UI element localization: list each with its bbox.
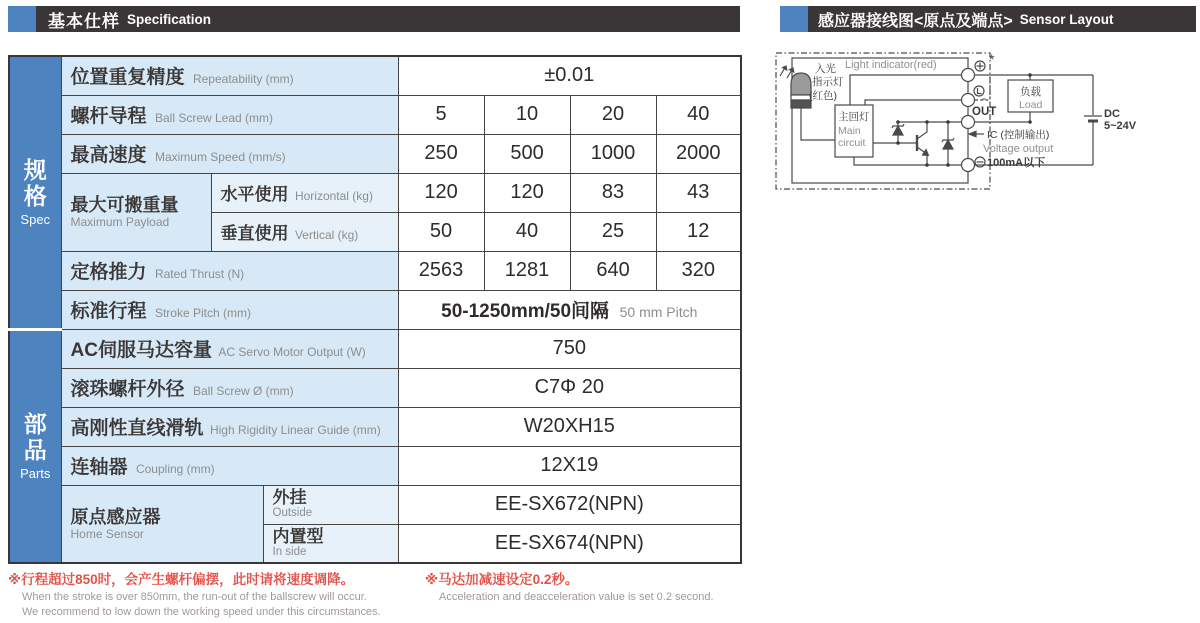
note-stroke-warning (8, 571, 381, 621)
row-label-ball-screw-lead (61, 95, 398, 134)
value-linear-guide: W20XH15 (398, 407, 741, 446)
sidebar-spec-cn: 规格 (23, 157, 47, 209)
label-cn: 内置型 (272, 527, 324, 546)
value-sensor-outside: EE-SX672(NPN) (398, 485, 741, 524)
header-title-cn: 基本仕样 (48, 11, 120, 31)
value-speed-3: 1000 (570, 134, 656, 173)
row-label-max-payload (61, 173, 211, 251)
note-en: When the stroke is over 850mm, the run-out of the ballscrew will occur. (22, 590, 367, 603)
sidebar-parts-cn: 部品 (23, 411, 47, 463)
value-horizontal-2: 120 (484, 173, 570, 212)
sub-label-outside (263, 485, 398, 524)
header-title-en: Sensor Layout (1019, 11, 1114, 27)
header-title-cn: 感应器接线图<原点及端点> (818, 12, 1013, 30)
specification-header-bar (8, 6, 740, 32)
value-sensor-inside: EE-SX674(NPN) (398, 524, 741, 563)
sidebar-spec-en: Spec (20, 211, 51, 227)
label-en: Horizontal (kg) (294, 189, 373, 203)
sub-label-vertical (211, 212, 398, 251)
label-en: Outside (272, 507, 313, 520)
stroke-value-sub: 50 mm Pitch (619, 304, 698, 320)
label-en: Stroke Pitch (mm) (154, 306, 251, 320)
label-en: Ball Screw Ø (mm) (192, 384, 294, 398)
label-cn: 位置重复精度 (70, 67, 185, 89)
battery-icon (1084, 116, 1102, 121)
value-vertical-1: 50 (398, 212, 484, 251)
current-limit-label: 100mA以下 (987, 157, 1046, 169)
blue-accent-square (780, 6, 808, 32)
indicator-lamp-label: 指示灯 (812, 76, 844, 88)
dc-range-label: 5~24V (1104, 120, 1137, 132)
main-circuit-en1-label: Main (838, 125, 861, 137)
label-cn: 水平使用 (220, 185, 289, 204)
label-cn: 最大可搬重量 (70, 195, 179, 216)
value-stroke (398, 290, 741, 329)
value-thrust-2: 1281 (484, 251, 570, 290)
row-label-rated-thrust (61, 251, 398, 290)
label-en: AC Servo Motor Output (W) (218, 345, 366, 359)
wiring-diagram-svg (770, 45, 1200, 197)
sub-label-inside (263, 524, 398, 563)
label-en: Coupling (mm) (135, 462, 215, 476)
sub-label-horizontal (211, 173, 398, 212)
load-cn-label: 负载 (1020, 86, 1041, 98)
label-cn: 垂直使用 (220, 224, 289, 243)
sensor-boundary-dashed-box (776, 53, 990, 189)
dc-label: DC (1104, 108, 1120, 120)
label-cn: 滚珠螺杆外径 (70, 379, 185, 400)
value-lead-4: 40 (656, 95, 741, 134)
value-thrust-3: 640 (570, 251, 656, 290)
row-label-coupling (61, 446, 398, 485)
label-cn: 连轴器 (70, 457, 128, 478)
main-circuit-cn-label: 主回灯 (838, 111, 870, 123)
load-en-label: Load (1019, 99, 1043, 111)
row-label-stroke (61, 290, 398, 329)
value-vertical-2: 40 (484, 212, 570, 251)
out-label: OUT (972, 106, 997, 118)
value-vertical-3: 25 (570, 212, 656, 251)
value-speed-1: 250 (398, 134, 484, 173)
label-en: Maximum Payload (70, 214, 170, 229)
label-cn: 外挂 (272, 488, 307, 508)
value-lead-2: 10 (484, 95, 570, 134)
npn-transistor-icon (917, 122, 929, 165)
row-label-repeatability (61, 56, 398, 95)
voltage-output-label: Voltage output (983, 143, 1054, 155)
light-indicator-label: Light indicator(red) (845, 59, 937, 71)
value-thrust-4: 320 (656, 251, 741, 290)
asterisk-label: * (989, 51, 995, 67)
led-icon (791, 73, 811, 115)
ic-arrow-icon (969, 131, 984, 136)
note-acceleration (425, 571, 714, 605)
label-en: Ball Screw Lead (mm) (154, 111, 273, 125)
blue-accent-square (8, 6, 36, 32)
sidebar-parts (9, 329, 61, 563)
value-horizontal-4: 43 (656, 173, 741, 212)
row-label-linear-guide (61, 407, 398, 446)
minus-dash-label: - (982, 91, 986, 105)
label-cn: 最高速度 (70, 145, 147, 166)
ic-label: IC (控制输出) (987, 129, 1050, 141)
label-cn: 螺杆导程 (70, 106, 147, 127)
value-motor-output: 750 (398, 329, 741, 368)
value-thrust-1: 2563 (398, 251, 484, 290)
plus-terminal-icon (975, 61, 985, 71)
sidebar-spec (9, 56, 61, 329)
value-horizontal-3: 83 (570, 173, 656, 212)
row-label-ball-screw-dia (61, 368, 398, 407)
value-lead-1: 5 (398, 95, 484, 134)
label-cn: 高刚性直线滑轨 (70, 418, 204, 439)
main-circuit-en2-label: circuit (838, 137, 866, 149)
note-en: Acceleration and deacceleration value is set 0.2 second. (439, 590, 714, 603)
label-en: Maximum Speed (mm/s) (154, 150, 286, 164)
value-speed-2: 500 (484, 134, 570, 173)
red-color-label: (红色) (809, 90, 837, 102)
label-cn: 定格推力 (70, 262, 147, 283)
value-lead-3: 20 (570, 95, 656, 134)
sensor-wiring-diagram (770, 45, 1200, 197)
light-in-label: 入光 (815, 63, 836, 75)
stroke-value-main: 50-1250mm/50间隔 (441, 301, 610, 322)
row-label-motor-output (61, 329, 398, 368)
label-cn: AC伺服马达容量 (70, 340, 212, 361)
label-en: High Rigidity Linear Guide (mm) (209, 423, 381, 437)
label-en: Repeatability (mm) (192, 72, 294, 87)
label-en: Rated Thrust (N) (154, 267, 245, 281)
value-ball-screw-dia: C7Φ 20 (398, 368, 741, 407)
sensor-layout-header-bar (780, 6, 1196, 32)
label-cn: 标准行程 (70, 301, 147, 322)
spec-table (8, 55, 742, 564)
label-cn: 原点感应器 (70, 506, 161, 527)
value-vertical-4: 12 (656, 212, 741, 251)
value-repeatability: ±0.01 (398, 56, 741, 95)
label-en: Vertical (kg) (294, 228, 359, 242)
row-label-home-sensor (61, 485, 263, 563)
note-en: We recommend to low down the working speed under this circumstances. (22, 606, 381, 619)
value-coupling: 12X19 (398, 446, 741, 485)
header-title-en: Specification (127, 11, 212, 27)
value-horizontal-1: 120 (398, 173, 484, 212)
sidebar-parts-en: Parts (20, 465, 51, 481)
label-en: Home Sensor (70, 526, 144, 541)
label-en: In side (272, 545, 307, 558)
row-label-max-speed (61, 134, 398, 173)
note-cn: ※马达加减速设定0.2秒。 (425, 572, 579, 587)
note-cn: ※行程超过850时，会产生螺杆偏摆，此时请将速度调降。 (8, 572, 355, 587)
value-speed-4: 2000 (656, 134, 741, 173)
